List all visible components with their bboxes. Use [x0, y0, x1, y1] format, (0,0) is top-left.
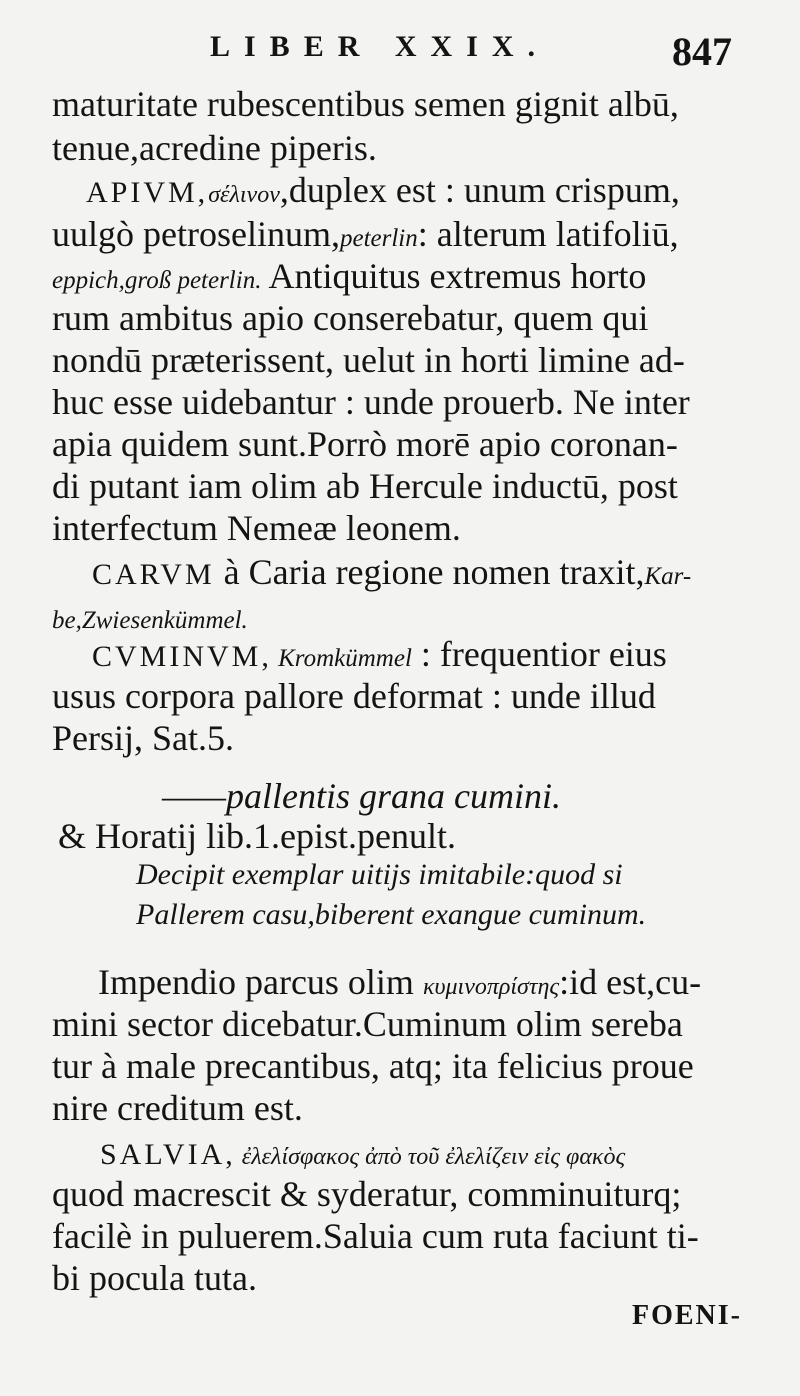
text-line-4: uulgò petroselinum,peterlin: alterum latifoliū,: [52, 214, 679, 254]
text-line-9: apia quidem sunt.Porrò morē apio coronan-: [52, 424, 678, 464]
running-head: LIBER XXIX.: [210, 30, 550, 63]
text-line-22: SALVIA, ἐλελίσφακος ἀπὸ τοῦ ἐλελίζειν εἰς φακὸς: [100, 1138, 626, 1171]
text-line-1: maturitate rubescentibus semen gignit albū,: [52, 84, 679, 124]
text-line-20: tur à male precantibus, atq; ita felicius proue: [52, 1046, 694, 1086]
text-line-18: Impendio parcus olim κυμινοπρίστης:id est,cu-: [98, 962, 702, 1002]
text-line-13: be,Zwiesenkümmel.: [52, 607, 248, 634]
verse-line-2: Decipit exemplar uitijs imitabile:quod si: [136, 858, 623, 891]
text-line-21: nire creditum est.: [52, 1088, 303, 1128]
text-line-24: facilè in puluerem.Saluia cum ruta faciunt ti-: [52, 1216, 699, 1256]
page-number: 847: [672, 29, 732, 74]
text-line-17: & Horatij lib.1.epist.penult.: [58, 816, 456, 856]
text-line-3: APIVM,σέλινον,duplex est : unum crispum,: [86, 170, 680, 210]
text-line-25: bi pocula tuta.: [52, 1258, 257, 1298]
text-line-15: usus corpora pallore deformat : unde illud: [52, 676, 656, 716]
catchword: FOENI-: [632, 1300, 742, 1331]
text-line-2: tenue,acredine piperis.: [52, 128, 377, 168]
text-line-12: CARVM à Caria regione nomen traxit,Kar-: [92, 552, 692, 592]
text-line-10: di putant iam olim ab Hercule inductū, post: [52, 466, 678, 506]
text-line-7: nondū præterissent, uelut in horti limine ad-: [52, 340, 685, 380]
verse-line-1: ——pallentis grana cumini.: [162, 776, 562, 816]
text-line-16: Persij, Sat.5.: [52, 718, 235, 758]
text-line-11: interfectum Nemeæ leonem.: [52, 508, 461, 548]
text-line-6: rum ambitus apio conserebatur, quem qui: [52, 298, 649, 338]
verse-line-3: Pallerem casu,biberent exangue cuminum.: [136, 898, 647, 931]
text-line-5: eppich,groß peterlin. Antiquitus extremus horto: [52, 256, 647, 296]
text-line-19: mini sector dicebatur.Cuminum olim sereba: [52, 1004, 683, 1044]
text-line-14: CVMINVM, Kromkümmel : frequentior eius: [92, 634, 667, 674]
text-line-8: huc esse uidebantur : unde prouerb. Ne inter: [52, 382, 690, 422]
text-line-23: quod macrescit & syderatur, comminuiturq;: [52, 1174, 682, 1214]
